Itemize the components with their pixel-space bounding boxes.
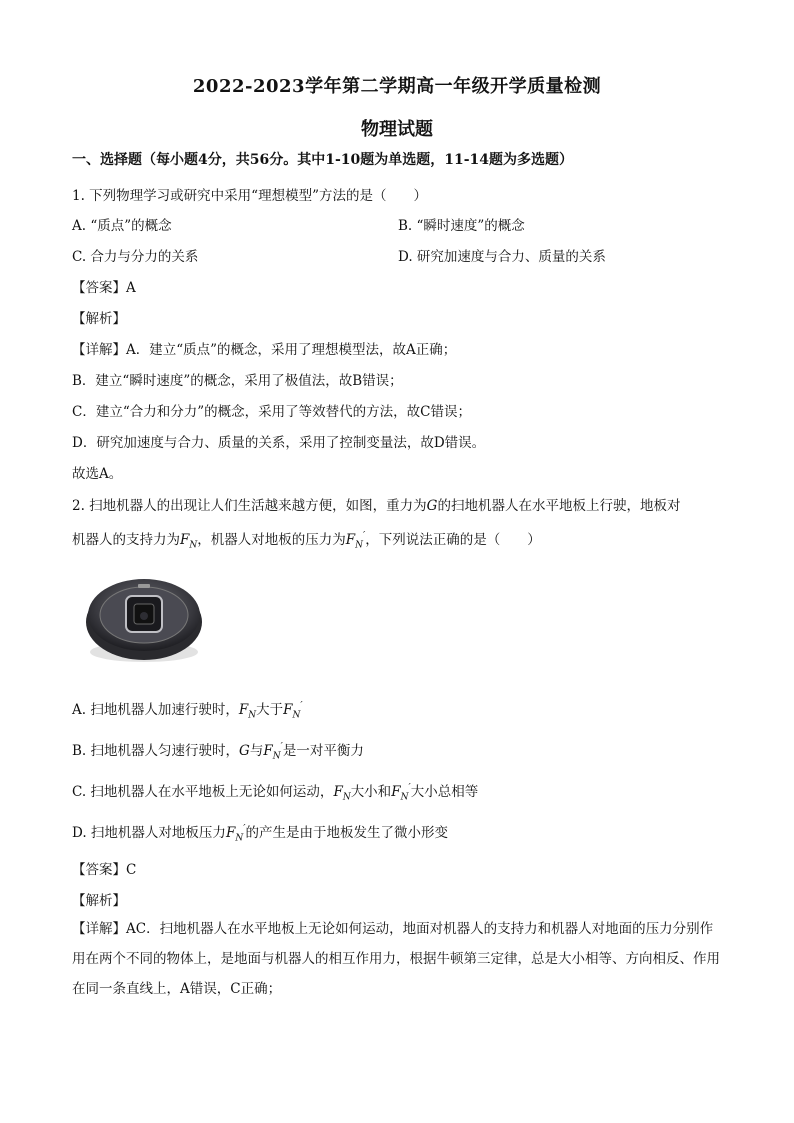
q1-detail-a: 【详解】A．建立“质点”的概念，采用了理想模型法，故A正确； bbox=[72, 342, 457, 358]
q2-option-c: C. 扫地机器人在水平地板上无论如何运动，$F_N$大小和$F_N'$大小总相等 bbox=[72, 782, 479, 803]
q2-answer: 【答案】C bbox=[72, 862, 137, 878]
var-g: G bbox=[426, 498, 438, 514]
q1-conclusion: 故选A。 bbox=[72, 466, 123, 482]
q1-option-c: C. 合力与分力的关系 bbox=[72, 249, 199, 265]
q1-stem: 1. 下列物理学习或研究中采用“理想模型”方法的是（ ） bbox=[72, 188, 427, 204]
q1-option-b: B. “瞬时速度”的概念 bbox=[398, 218, 525, 234]
q1-answer: 【答案】A bbox=[72, 280, 136, 296]
q1-option-a: A. “质点”的概念 bbox=[72, 218, 172, 234]
section-heading: 一、选择题（每小题4分，共56分。其中1-10题为单选题，11-14题为多选题） bbox=[72, 152, 574, 168]
q1-analysis-label: 【解析】 bbox=[72, 311, 126, 327]
q2-stem-line1: 2. 扫地机器人的出现让人们生活越来越方便，如图，重力为G的扫地机器人在水平地板上行驶，地板对 bbox=[72, 498, 681, 514]
document-title: 2022-2023学年第二学期高一年级开学质量检测 bbox=[192, 76, 602, 97]
q1-option-d: D. 研究加速度与合力、质量的关系 bbox=[398, 249, 606, 265]
q1-detail-b: B．建立“瞬时速度”的概念，采用了极值法，故B错误； bbox=[72, 373, 403, 389]
q2-option-a: A. 扫地机器人加速行驶时，$F_N$大于$F_N'$ bbox=[72, 700, 303, 721]
q2-option-d: D. 扫地机器人对地板压力$F_N'$的产生是由于地板发生了微小形变 bbox=[72, 823, 448, 844]
q2-detail: 【详解】AC．扫地机器人在水平地板上无论如何运动，地面对机器人的支持力和机器人对地面的压力分别作用在两个不同的物体上，是地面与机器人的相互作用力，根据牛顿第三定律，总是大小相等、方向相反、作用在同一条直线上，A错误，C正确； bbox=[72, 921, 720, 997]
q2-analysis-label: 【解析】 bbox=[72, 893, 126, 909]
robot-vacuum-image bbox=[82, 560, 206, 670]
q1-detail-d: D．研究加速度与合力、质量的关系，采用了控制变量法，故D错误。 bbox=[72, 435, 486, 451]
var-fn-prime: $F_N'$ bbox=[345, 530, 366, 551]
var-fn: $F_N$ bbox=[180, 532, 198, 551]
document-subtitle: 物理试题 bbox=[361, 119, 433, 140]
q2-option-b: B. 扫地机器人匀速行驶时，G与$F_N'$是一对平衡力 bbox=[72, 741, 364, 762]
q2-stem-line2: 机器人的支持力为$F_N$，机器人对地板的压力为$F_N'$，下列说法正确的是（ ） bbox=[72, 530, 541, 551]
q1-detail-c: C．建立“合力和分力”的概念，采用了等效替代的方法，故C错误； bbox=[72, 404, 471, 420]
